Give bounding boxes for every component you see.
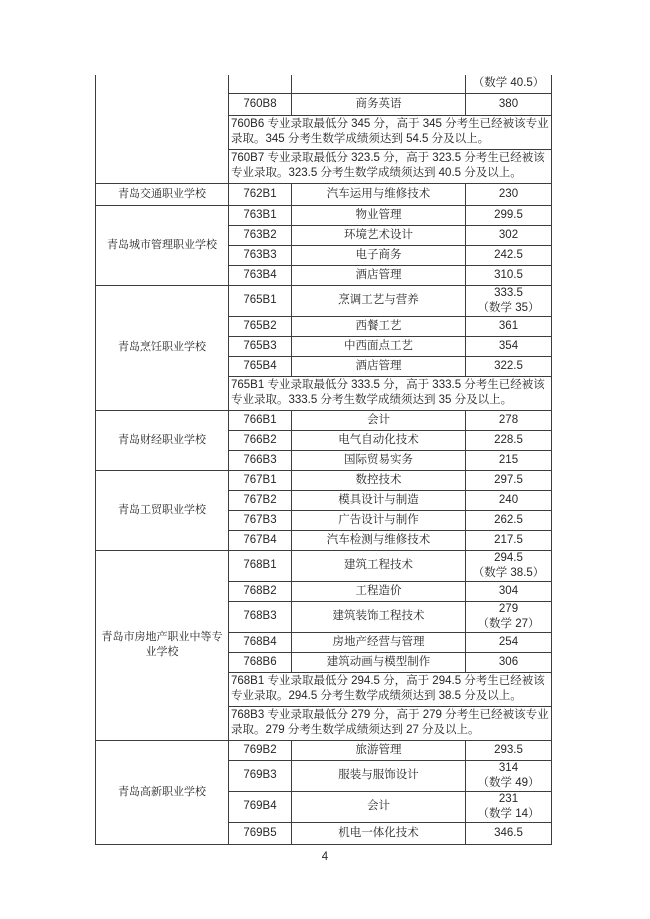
major-cell: 旅游管理 (292, 740, 466, 760)
score-cell: 240 (466, 490, 552, 510)
score-cell: 254 (466, 632, 552, 652)
score-cell: （数学 40.5） (466, 75, 552, 93)
note-cell: 760B6 专业录取最低分 345 分，高于 345 分考生已经被该专业录取。345 分考生数学成绩须达到 54.5 分及以上。 (229, 115, 552, 149)
table-row (96, 183, 552, 205)
code-cell: 766B3 (229, 450, 292, 470)
major-cell: 中西面点工艺 (292, 336, 466, 356)
score-math-note: （数学 35） (477, 301, 540, 314)
school-cell: 青岛烹饪职业学校 (96, 285, 229, 410)
score-cell (466, 550, 552, 581)
major-cell: 物业管理 (292, 205, 466, 225)
table-row (96, 410, 552, 430)
code-cell: 768B2 (229, 581, 292, 601)
code-cell: 769B4 (229, 791, 292, 822)
code-cell: 767B4 (229, 530, 292, 550)
major-cell: 商务英语 (292, 93, 466, 115)
code-cell: 763B2 (229, 225, 292, 245)
score-cell: 228.5 (466, 430, 552, 450)
score-cell: 322.5 (466, 356, 552, 376)
code-cell: 763B4 (229, 265, 292, 285)
code-cell: 768B3 (229, 601, 292, 632)
score-cell (466, 285, 552, 316)
code-cell: 767B2 (229, 490, 292, 510)
school-cell: 青岛交通职业学校 (96, 183, 229, 205)
major-cell (292, 75, 466, 93)
school-cell (96, 75, 229, 183)
note-cell: 768B1 专业录取最低分 294.5 分，高于 294.5 分考生已经被该专业录取。294.5 分考生数学成绩须达到 38.5 分及以上。 (229, 672, 552, 706)
major-cell: 汽车运用与维修技术 (292, 183, 466, 205)
table-row (96, 75, 552, 93)
code-cell: 769B2 (229, 740, 292, 760)
major-cell: 工程造价 (292, 581, 466, 601)
admission-score-table (95, 75, 552, 845)
score-cell: 230 (466, 183, 552, 205)
score-cell: 242.5 (466, 245, 552, 265)
score-cell (466, 760, 552, 791)
note-cell: 760B7 专业录取最低分 323.5 分，高于 323.5 分考生已经被该专业录取。323.5 分考生数学成绩须达到 40.5 分及以上。 (229, 149, 552, 183)
score-cell: 215 (466, 450, 552, 470)
major-cell: 西餐工艺 (292, 316, 466, 336)
major-cell: 建筑动画与模型制作 (292, 652, 466, 672)
code-cell: 769B3 (229, 760, 292, 791)
major-cell: 机电一体化技术 (292, 822, 466, 844)
score-cell: 346.5 (466, 822, 552, 844)
score-value: 314 (498, 761, 519, 774)
score-cell: 297.5 (466, 470, 552, 490)
major-cell: 房地产经营与管理 (292, 632, 466, 652)
school-cell: 青岛城市管理职业学校 (96, 205, 229, 285)
score-cell: 306 (466, 652, 552, 672)
score-cell: 310.5 (466, 265, 552, 285)
code-cell: 763B1 (229, 205, 292, 225)
page-number: 4 (321, 851, 329, 863)
score-cell (466, 601, 552, 632)
score-cell: 278 (466, 410, 552, 430)
code-cell: 765B3 (229, 336, 292, 356)
code-cell (229, 75, 292, 93)
major-cell: 广告设计与制作 (292, 510, 466, 530)
code-cell: 766B2 (229, 430, 292, 450)
score-cell: 361 (466, 316, 552, 336)
code-cell: 769B5 (229, 822, 292, 844)
major-cell: 国际贸易实务 (292, 450, 466, 470)
school-cell: 青岛财经职业学校 (96, 410, 229, 470)
school-cell: 青岛高新职业学校 (96, 740, 229, 844)
table-row (96, 740, 552, 760)
score-math-note: （数学 49） (477, 776, 540, 789)
score-math-note: （数学 27） (477, 617, 540, 630)
score-value: 294.5 (494, 551, 523, 564)
score-value: 333.5 (494, 286, 523, 299)
score-cell: 380 (466, 93, 552, 115)
table-row (96, 285, 552, 316)
major-cell: 电气自动化技术 (292, 430, 466, 450)
code-cell: 760B8 (229, 93, 292, 115)
major-cell: 模具设计与制造 (292, 490, 466, 510)
note-cell: 765B1 专业录取最低分 333.5 分，高于 333.5 分考生已经被该专业录取。333.5 分考生数学成绩须达到 35 分及以上。 (229, 376, 552, 410)
score-cell: 299.5 (466, 205, 552, 225)
code-cell: 767B3 (229, 510, 292, 530)
code-cell: 768B6 (229, 652, 292, 672)
code-cell: 765B2 (229, 316, 292, 336)
score-value: 231 (498, 792, 519, 805)
note-cell: 768B3 专业录取最低分 279 分，高于 279 分考生已经被该专业录取。279 分考生数学成绩须达到 27 分及以上。 (229, 706, 552, 740)
score-math-note: （数学 38.5） (472, 566, 545, 579)
code-cell: 765B4 (229, 356, 292, 376)
major-cell: 建筑装饰工程技术 (292, 601, 466, 632)
code-cell: 767B1 (229, 470, 292, 490)
code-cell: 768B4 (229, 632, 292, 652)
major-cell: 服装与服饰设计 (292, 760, 466, 791)
major-cell: 电子商务 (292, 245, 466, 265)
score-math-note: （数学 14） (477, 807, 540, 820)
major-cell: 环境艺术设计 (292, 225, 466, 245)
major-cell: 汽车检测与维修技术 (292, 530, 466, 550)
table-row (96, 550, 552, 581)
code-cell: 766B1 (229, 410, 292, 430)
score-cell: 262.5 (466, 510, 552, 530)
code-cell: 763B3 (229, 245, 292, 265)
major-cell: 酒店管理 (292, 265, 466, 285)
table-row (96, 205, 552, 225)
major-cell: 烹调工艺与营养 (292, 285, 466, 316)
score-value: 279 (498, 602, 519, 615)
major-cell: 会计 (292, 410, 466, 430)
code-cell: 762B1 (229, 183, 292, 205)
major-cell: 建筑工程技术 (292, 550, 466, 581)
score-cell: 354 (466, 336, 552, 356)
score-cell (466, 791, 552, 822)
score-cell: 304 (466, 581, 552, 601)
table-row (96, 470, 552, 490)
major-cell: 数控技术 (292, 470, 466, 490)
score-cell: 293.5 (466, 740, 552, 760)
major-cell: 会计 (292, 791, 466, 822)
school-cell: 青岛工贸职业学校 (96, 470, 229, 550)
score-cell: 302 (466, 225, 552, 245)
school-cell: 青岛市房地产职业中等专业学校 (96, 550, 229, 740)
code-cell: 765B1 (229, 285, 292, 316)
score-cell: 217.5 (466, 530, 552, 550)
major-cell: 酒店管理 (292, 356, 466, 376)
code-cell: 768B1 (229, 550, 292, 581)
